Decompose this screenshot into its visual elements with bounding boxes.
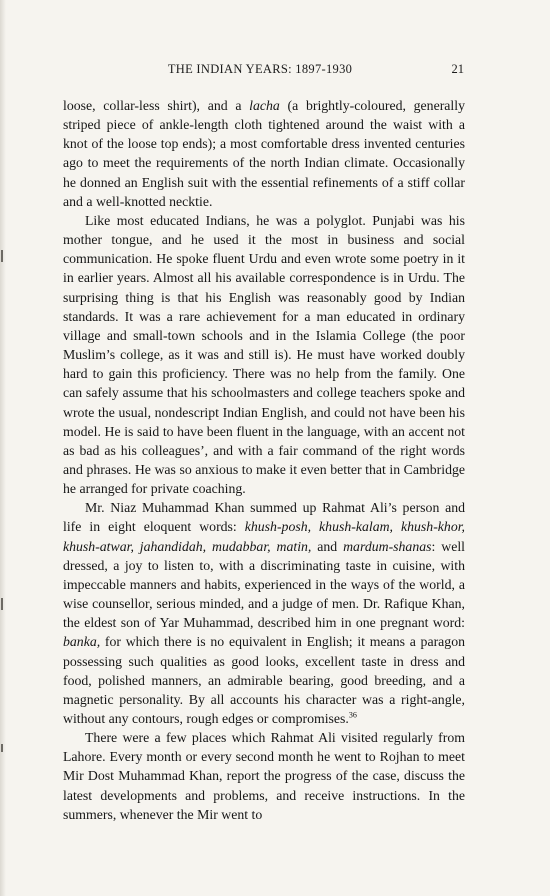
page-header [60,62,464,80]
page-gutter-shadow [0,0,6,896]
p3-text-b: and [311,538,344,554]
p1-text-a: loose, collar-less shirt), and a [63,98,250,113]
p1-text-b: (a brightly-coloured, generally striped piece of ankle-length cloth tightened around the waist with a knot of the loose top ends); a most comfortable dress invented centuries ago to meet the requirements of the north Indian climate. Occasionally he donned an English suit with the essential refinements of a stiff collar and a well-knotted necktie. [63,98,465,209]
p3-italic-banka: banka, [63,634,101,650]
p1-italic-lacha: lacha [249,98,280,113]
paragraph-3 [63,498,465,728]
margin-mark [1,598,3,610]
p3-italic-words: khush-posh, khush-kalam, khush-khor, khush-atwar, jahandidah, mudabbar, matin, [63,519,466,554]
paragraph-2: Like most educated Indians, he was a polyglot. Punjabi was his mother tongue, and he used it the most in business and social communication. He spoke fluent Urdu and even wrote some poetry in it in earlier years. Almost all his available correspondence is in Urdu. The surprising thing is that his English was reasonably good by Indian standards. It was a rare achievement for a man educated in ordinary village and small-town schools and in the Islamia College (the poor Muslim’s college, as it was and still is). He must have worked doubly hard to gain this proficiency. There was no help from the family. One can safely assume that his schoolmasters and college teachers spoke and wrote the usual, nondescript Indian English, and could not have been his model. He is said to have been fluent in the language, with an accent not as bad as his colleagues’, and with a fair command of the right words and phrases. He was so anxious to make it even better that in Cambridge he arranged for private coaching. [63,212,465,497]
p3-text-c: : well dressed, a joy to listen to, with a discriminating taste in cuisine, with impeccable manners and habits, experienced in the ways of the world, a wise counsellor, serious minded, and a judge of men. Dr. Rafique Khan, the eldest son of Yar Muhammad, described him in one pregnant word: [63,538,465,631]
margin-mark [1,250,3,262]
footnote-marker: 36 [348,710,357,720]
paragraph-4: There were a few places which Rahmat Ali visited regularly from Lahore. Every month or every second month he went to Rojhan to meet Mir Dost Muhammad Khan, report the progress of the case, discuss the latest developments and problems, and receive instructions. In the summers, whenever the Mir went to [63,730,465,822]
p3-italic-mardum-shanas: mardum-shanas [343,538,432,554]
page-number: 21 [451,62,464,76]
margin-mark [1,744,3,752]
p3-text-a: Mr. Niaz Muhammad Khan summed up Rahmat Ali’s person and life in eight eloquent words: [63,500,465,535]
p3-text-d: for which there is no equivalent in English; it means a paragon possessing such qualities as good looks, excellent taste in dress and food, polished manners, an admirable bearing, good breeding, and a magnetic personality. By all accounts his character was a right-angle, without any contours, rough edges or compromises. [63,634,465,726]
paragraph-1 [63,96,465,211]
running-head: THE INDIAN YEARS: 1897-1930 [167,62,353,76]
body-text [63,96,465,824]
